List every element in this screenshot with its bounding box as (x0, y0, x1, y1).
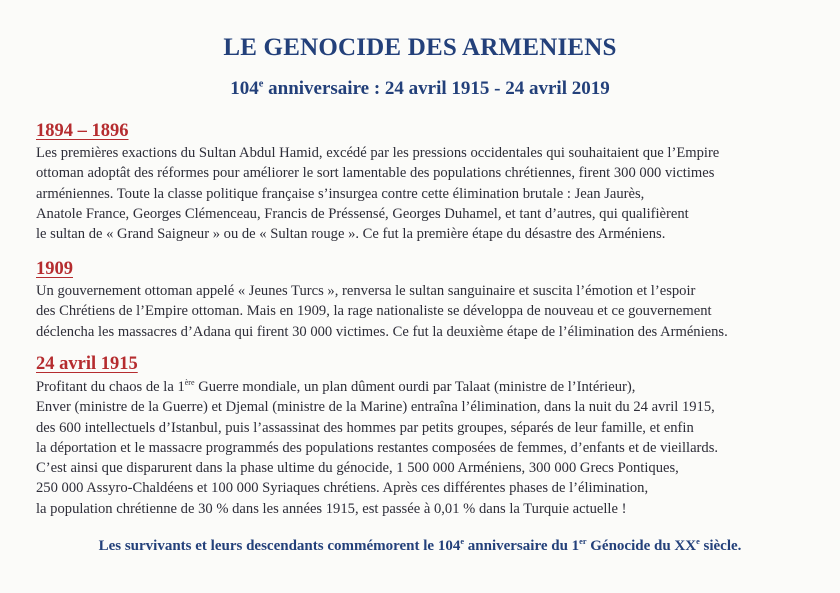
section-heading-1915: 24 avril 1915 (36, 354, 138, 374)
paragraph-line: déclencha les massacres d’Adana qui firent 30 000 victimes. Ce fut la deuxième étape de l’élimination des Arméniens. (36, 323, 728, 340)
section-paragraph-1909 (36, 281, 816, 342)
footer-superscript: e (460, 537, 465, 546)
paragraph-line: Enver (ministre de la Guerre) et Djemal (ministre de la Marine) entraîna l’élimination, dans la nuit du 24 avril 1915, (36, 399, 715, 416)
paragraph-line: Un gouvernement ottoman appelé « Jeunes Turcs », renversa le sultan sanguinaire et suscita l’émotion et l’espoir (36, 283, 696, 299)
page-title: LE GENOCIDE DES ARMENIENS (223, 34, 617, 61)
section-paragraph-1915 (36, 377, 816, 519)
line-text: Profitant du chaos de la 1 (36, 379, 185, 395)
section-paragraph-1894 (36, 143, 816, 244)
footer-superscript: e (696, 537, 700, 546)
page-subtitle (0, 78, 840, 100)
paragraph-line: la déportation et le massacre programmés des populations restantes composées de femmes, d’enfants et de vieillards. (36, 439, 719, 456)
paragraph-line: Les premières exactions du Sultan Abdul Hamid, excédé par les pressions occidentales qui souhaitaient que l’Empire (36, 145, 720, 161)
line-superscript: ère (184, 378, 195, 388)
paragraph-line (36, 377, 816, 397)
footer-statement (0, 538, 840, 555)
paragraph-line: la population chrétienne de 30 % dans les années 1915, est passée à 0,01 % dans la Turquie actuelle ! (36, 500, 627, 517)
paragraph-line: 250 000 Assyro-Chaldéens et 100 000 Syriaques chrétiens. Après ces différentes phases de l’élimination, (36, 480, 649, 497)
paragraph-line: C’est ainsi que disparurent dans la phase ultime du génocide, 1 500 000 Arméniens, 300 000 Grecs Pontiques, (36, 460, 679, 477)
section-heading-1909: 1909 (36, 259, 73, 279)
subtitle-superscript: e (258, 78, 264, 90)
footer-text: anniversaire du 1 (464, 538, 580, 554)
footer-text: Les survivants et leurs descendants commémorent le 104 (98, 538, 461, 554)
section-heading-1894: 1894 – 1896 (36, 121, 129, 141)
footer-text: siècle. (699, 538, 742, 554)
paragraph-line: ottoman adoptât des réformes pour améliorer le sort lamentable des populations chrétiennes, firent 300 000 victimes (36, 165, 715, 182)
paragraph-line: le sultan de « Grand Saigneur » ou de « Sultan rouge ». Ce fut la première étape du désastre des Arméniens. (36, 226, 666, 243)
subtitle-number: 104 (230, 78, 259, 99)
footer-text: Génocide du XX (586, 538, 697, 554)
paragraph-line: des Chrétiens de l’Empire ottoman. Mais en 1909, la rage nationaliste se développa de nouveau et ce gouvernement (36, 303, 712, 320)
subtitle-text: anniversaire : 24 avril 1915 - 24 avril 2019 (263, 78, 610, 99)
line-text: Guerre mondiale, un plan dûment ourdi par Talaat (ministre de l’Intérieur), (194, 379, 636, 395)
paragraph-line: des 600 intellectuels d’Istanbul, puis l’assassinat des hommes par petits groupes, séparés de leur famille, et enfin (36, 419, 694, 436)
footer-superscript: er (579, 537, 587, 546)
paragraph-line: arméniennes. Toute la classe politique française s’insurgea contre cette élimination brutale : Jean Jaurès, (36, 185, 645, 202)
paragraph-line: Anatole France, Georges Clémenceau, Francis de Préssensé, Georges Duhamel, et tant d’autres, qui qualifièrent (36, 205, 689, 222)
